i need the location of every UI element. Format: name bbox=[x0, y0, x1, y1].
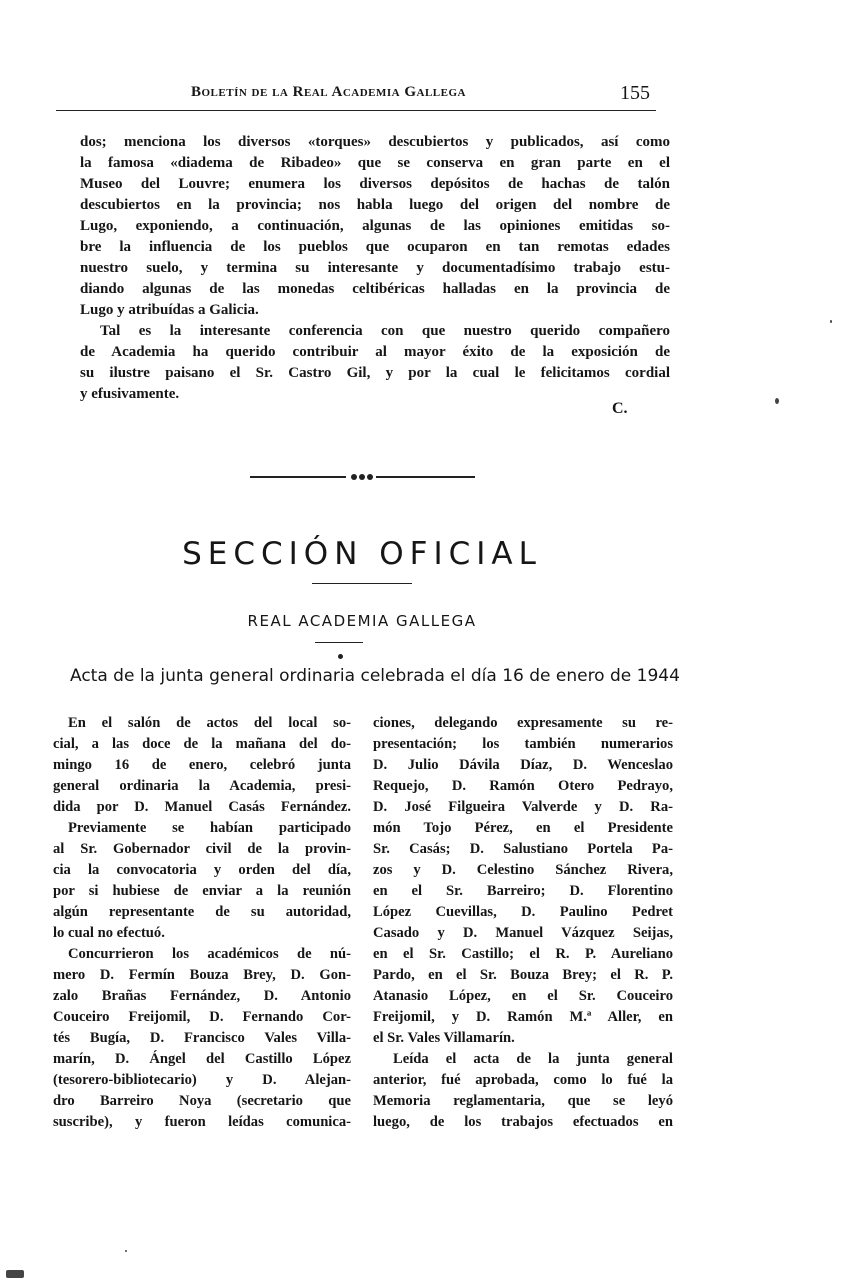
divider-dot bbox=[351, 474, 357, 480]
text-line: Lugo y atribuídas a Galicia. bbox=[80, 302, 259, 318]
author-signature: C. bbox=[612, 400, 628, 417]
text-line: Casado y D. Manuel Vázquez Seijas, bbox=[373, 925, 673, 941]
text-line: marín, D. Ángel del Castillo López bbox=[53, 1051, 351, 1067]
text-line: tés Bugía, D. Francisco Vales Villa- bbox=[53, 1030, 351, 1046]
divider-rule-right bbox=[376, 476, 475, 478]
text-line: al Sr. Gobernador civil de la provin- bbox=[53, 841, 351, 857]
section-title: SECCIÓN OFICIAL bbox=[182, 536, 542, 572]
text-line: el Sr. Vales Villamarín. bbox=[373, 1030, 515, 1046]
text-line: zos y D. Celestino Sánchez Rivera, bbox=[373, 862, 673, 878]
divider-dot bbox=[367, 474, 373, 480]
text-line: Requejo, D. Ramón Otero Pedrayo, bbox=[373, 778, 673, 794]
text-line: En el salón de actos del local so- bbox=[68, 715, 351, 731]
text-line: Museo del Louvre; enumera los diversos depósitos de hachas de talón bbox=[80, 176, 670, 192]
text-line: en el Sr. Barreiro; D. Florentino bbox=[373, 883, 673, 899]
text-line: en el Sr. Castillo; el R. P. Aureliano bbox=[373, 946, 673, 962]
text-line: món Tojo Pérez, en el Presidente bbox=[373, 820, 673, 836]
text-line: anterior, fué aprobada, como lo fué la bbox=[373, 1072, 673, 1088]
text-line: suscribe), y fueron leídas comunica- bbox=[53, 1114, 351, 1130]
text-line: bre la influencia de los pueblos que ocuparon en tan remotas edades bbox=[80, 239, 670, 255]
text-line: López Cuevillas, D. Paulino Pedret bbox=[373, 904, 673, 920]
text-line: Sr. Casás; D. Salustiano Portela Pa- bbox=[373, 841, 673, 857]
text-line: presentación; los también numerarios bbox=[373, 736, 673, 752]
text-line: la famosa «diadema de Ribadeo» que se conserva en gran parte en el bbox=[80, 155, 670, 171]
text-line: Memoria reglamentaria, que se leyó bbox=[373, 1093, 673, 1109]
text-line: de Academia ha querido contribuir al mayor éxito de la exposición de bbox=[80, 344, 670, 360]
text-line: Concurrieron los académicos de nú- bbox=[68, 946, 351, 962]
page-number: 155 bbox=[620, 82, 650, 104]
acta-heading: Acta de la junta general ordinaria celebrada el día 16 de enero de 1944 bbox=[70, 666, 680, 686]
scan-speck bbox=[6, 1270, 24, 1278]
section-subtitle: REAL ACADEMIA GALLEGA bbox=[247, 612, 477, 630]
divider-dot bbox=[359, 474, 365, 480]
running-title: Boletín de la Real Academia Gallega bbox=[191, 84, 466, 100]
text-line: general ordinaria la Academia, presi- bbox=[53, 778, 351, 794]
text-line: Leída el acta de la junta general bbox=[393, 1051, 673, 1067]
text-line: su ilustre paisano el Sr. Castro Gil, y por la cual le felicitamos cordial bbox=[80, 365, 670, 381]
subtitle-underline bbox=[315, 642, 363, 643]
ornament-divider bbox=[250, 470, 475, 484]
text-line: zalo Brañas Fernández, D. Antonio bbox=[53, 988, 351, 1004]
text-line: mingo 16 de enero, celebró junta bbox=[53, 757, 351, 773]
center-dot bbox=[338, 654, 343, 659]
text-line: Previamente se habían participado bbox=[68, 820, 351, 836]
text-line: mero D. Fermín Bouza Brey, D. Gon- bbox=[53, 967, 351, 983]
text-line: lo cual no efectuó. bbox=[53, 925, 165, 941]
scan-speck bbox=[830, 320, 832, 323]
running-header bbox=[56, 80, 656, 111]
text-line: dos; menciona los diversos «torques» descubiertos y publicados, así como bbox=[80, 134, 670, 150]
text-line: Tal es la interesante conferencia con que nuestro querido compañero bbox=[100, 323, 670, 339]
text-line: nuestro suelo, y termina su interesante y documentadísimo trabajo estu- bbox=[80, 260, 670, 276]
scan-speck bbox=[775, 398, 779, 404]
text-line: D. Julio Dávila Díaz, D. Wenceslao bbox=[373, 757, 673, 773]
text-line: (tesorero-bibliotecario) y D. Alejan- bbox=[53, 1072, 351, 1088]
text-line: Freijomil, y D. Ramón M.ª Aller, en bbox=[373, 1009, 673, 1025]
text-line: diando algunas de las monedas celtibéricas halladas en la provincia de bbox=[80, 281, 670, 297]
text-line: cial, a las doce de la mañana del do- bbox=[53, 736, 351, 752]
text-line: dro Barreiro Noya (secretario que bbox=[53, 1093, 351, 1109]
divider-rule-left bbox=[250, 476, 346, 478]
text-line: Pardo, en el Sr. Bouza Brey; el R. P. bbox=[373, 967, 673, 983]
text-line: descubiertos en la provincia; nos habla luego del origen del nombre de bbox=[80, 197, 670, 213]
scan-speck bbox=[125, 1250, 127, 1252]
title-underline bbox=[312, 583, 412, 584]
text-line: cia la convocatoria y orden del día, bbox=[53, 862, 351, 878]
text-line: D. José Filgueira Valverde y D. Ra- bbox=[373, 799, 673, 815]
text-line: ciones, delegando expresamente su re- bbox=[373, 715, 673, 731]
text-line: Lugo, exponiendo, a continuación, algunas de las opiniones emitidas so- bbox=[80, 218, 670, 234]
text-line: Couceiro Freijomil, D. Fernando Cor- bbox=[53, 1009, 351, 1025]
text-line: por si hubiese de enviar a la reunión bbox=[53, 883, 351, 899]
text-line: dida por D. Manuel Casás Fernández. bbox=[53, 799, 351, 815]
text-line: algún representante de su autoridad, bbox=[53, 904, 351, 920]
text-line: luego, de los trabajos efectuados en bbox=[373, 1114, 673, 1130]
text-line: Atanasio López, en el Sr. Couceiro bbox=[373, 988, 673, 1004]
text-line: y efusivamente. bbox=[80, 386, 180, 402]
